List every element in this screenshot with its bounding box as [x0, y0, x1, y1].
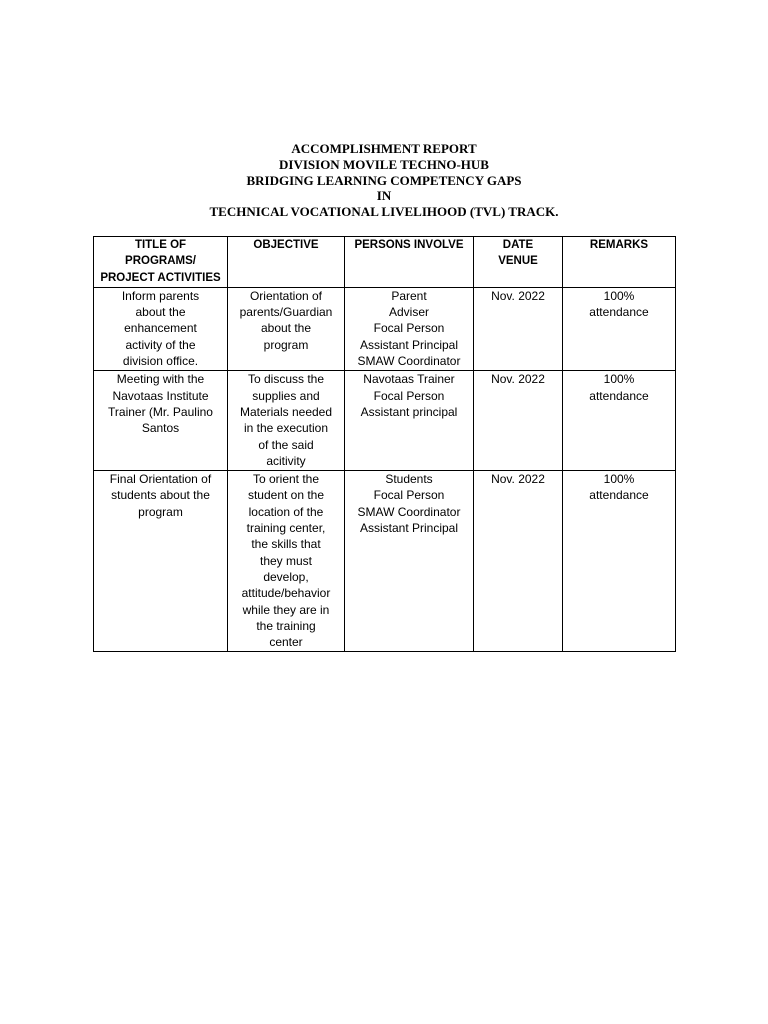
header-title-line: PROJECT ACTIVITIES [100, 271, 221, 284]
title-line-5: TECHNICAL VOCATIONAL LIVELIHOOD (TVL) TRACK. [209, 204, 559, 220]
cell-line: in the execution [243, 421, 329, 436]
accomplishment-table [93, 236, 676, 652]
report-title [0, 141, 768, 220]
cell-line: 100% [603, 472, 635, 487]
cell-line: 100% [603, 372, 635, 387]
cell-line: program [263, 337, 309, 352]
header-remarks-line: REMARKS [589, 239, 649, 251]
cell-line: student on the [247, 488, 325, 503]
cell-remarks [563, 371, 676, 471]
header-title-line: PROGRAMS/ [125, 255, 196, 268]
cell-line: Materials needed [239, 404, 333, 419]
cell-line: acitivity [266, 453, 306, 468]
cell-line: training center, [246, 521, 326, 536]
cell-line: Adviser [388, 305, 429, 320]
cell-line: 100% [603, 288, 635, 303]
title-line-1: ACCOMPLISHMENT REPORT [291, 141, 477, 156]
cell-line: SMAW Coordinator [357, 504, 461, 519]
cell-line: To orient the [252, 472, 320, 487]
cell-line: SMAW Coordinator [357, 354, 461, 369]
cell-line: attendance [589, 488, 649, 503]
cell-line: develop, [263, 569, 309, 584]
title-line-3: BRIDGING LEARNING COMPETENCY GAPS [246, 172, 522, 188]
cell-line: division office. [122, 354, 199, 369]
cell-title [94, 471, 228, 652]
cell-persons [345, 371, 474, 471]
cell-line: Assistant Principal [359, 337, 459, 352]
cell-line: Santos [141, 421, 180, 436]
cell-line: about the [260, 321, 312, 336]
cell-date [474, 371, 563, 471]
cell-line: Trainer (Mr. Paulino [108, 404, 213, 419]
cell-objective [228, 371, 345, 471]
cell-line: they must [259, 553, 313, 568]
cell-line: Assistant principal [360, 404, 458, 419]
cell-line: activity of the [125, 337, 196, 352]
title-line-4: IN [376, 188, 392, 204]
cell-line: Inform parents [121, 288, 200, 303]
cell-line: of the said [258, 437, 314, 452]
cell-objective [228, 287, 345, 370]
header-date-line: DATE [502, 239, 534, 251]
header-objective-line: OBJECTIVE [253, 239, 319, 251]
cell-line: parents/Guardian [239, 305, 333, 320]
cell-line: Focal Person [373, 388, 445, 403]
cell-remarks [563, 471, 676, 652]
cell-line: Parent [391, 288, 427, 303]
cell-line: center [269, 635, 303, 650]
cell-line: Students [385, 472, 433, 487]
cell-line: To discuss the [247, 372, 325, 387]
cell-line: Nov. 2022 [491, 472, 545, 487]
cell-line: Nov. 2022 [491, 372, 545, 387]
cell-line: supplies and [252, 388, 320, 403]
cell-title [94, 287, 228, 370]
cell-line: attendance [589, 305, 649, 320]
header-remarks [563, 237, 676, 288]
cell-line: Navotaas Institute [112, 388, 209, 403]
cell-line: Focal Person [373, 488, 445, 503]
cell-line: Assistant Principal [359, 521, 459, 536]
table-header-row [94, 237, 676, 288]
cell-line: the skills that [251, 537, 321, 552]
cell-line: program [138, 504, 183, 519]
header-date-venue [474, 237, 563, 288]
cell-line: Nov. 2022 [491, 288, 545, 303]
cell-persons [345, 471, 474, 652]
cell-line: the training [256, 618, 316, 633]
table-row [94, 287, 676, 370]
cell-persons [345, 287, 474, 370]
header-title-line: TITLE OF [134, 239, 187, 251]
cell-line: attendance [589, 388, 649, 403]
cell-line: attitude/behavior [241, 586, 331, 601]
cell-line: while they are in [242, 602, 330, 617]
cell-line: location of the [248, 504, 324, 519]
cell-title [94, 371, 228, 471]
header-title [94, 237, 228, 288]
cell-line: Final Orientation of [109, 472, 212, 487]
cell-line: students about the [111, 488, 210, 503]
table-row [94, 371, 676, 471]
header-persons [345, 237, 474, 288]
cell-line: enhancement [124, 321, 197, 336]
header-persons-line: PERSONS INVOLVE [354, 239, 464, 251]
cell-line: Orientation of [249, 288, 323, 303]
table-row [94, 471, 676, 652]
cell-objective [228, 471, 345, 652]
cell-line: about the [135, 305, 186, 320]
cell-date [474, 287, 563, 370]
cell-line: Navotaas Trainer [363, 372, 455, 387]
cell-line: Meeting with the [116, 372, 205, 387]
header-date-line: VENUE [498, 255, 538, 268]
title-line-2: DIVISION MOVILE TECHNO-HUB [279, 156, 489, 172]
cell-line: Focal Person [373, 321, 445, 336]
header-objective [228, 237, 345, 288]
cell-date [474, 471, 563, 652]
cell-remarks [563, 287, 676, 370]
